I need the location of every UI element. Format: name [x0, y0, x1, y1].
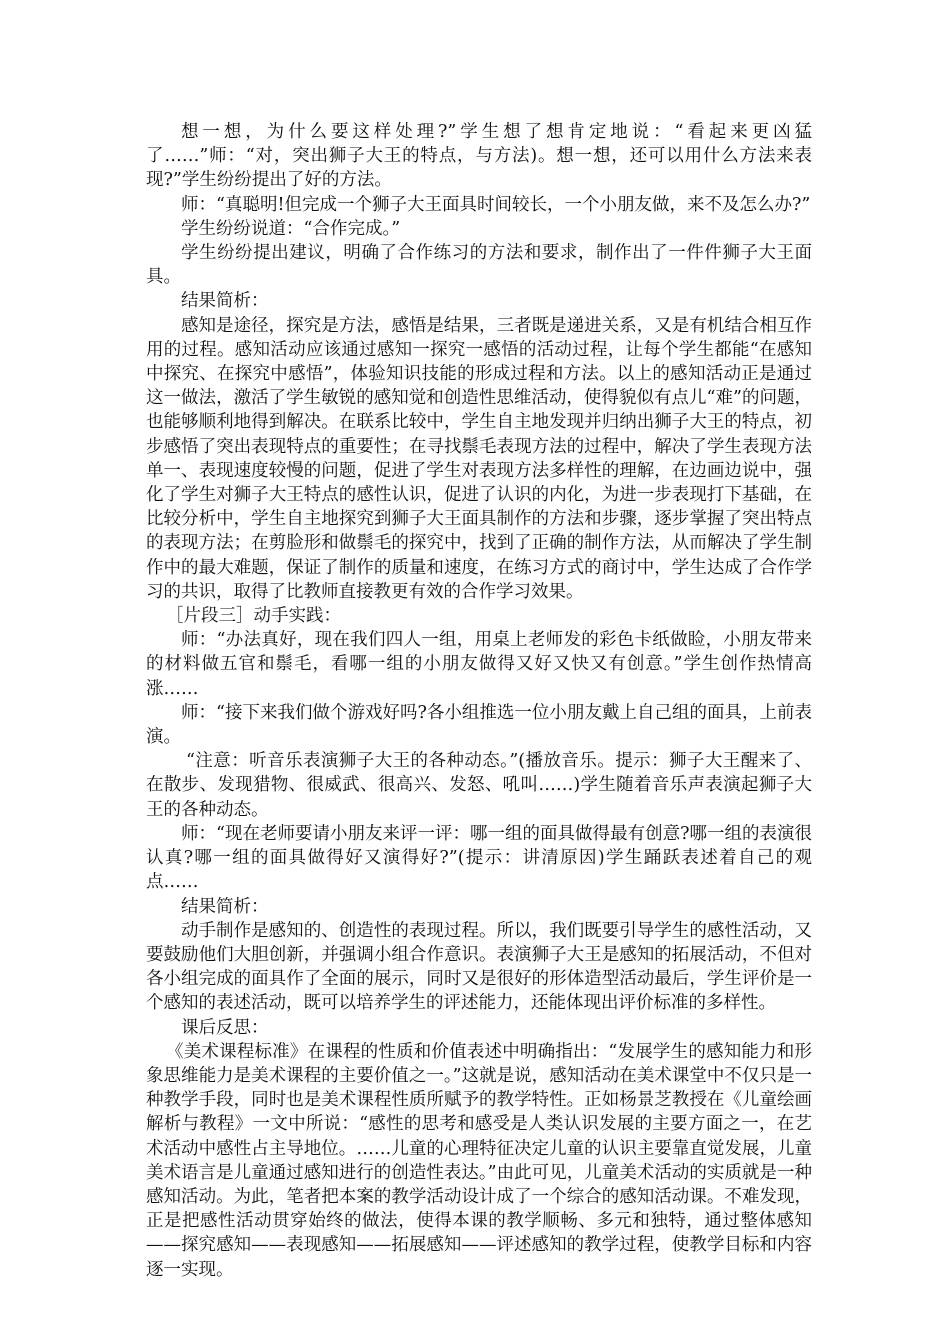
paragraph-teacher-question: 师：“真聪明!但完成一个狮子大王面具时间较长，一个小朋友做，来不及怎么办?”	[181, 194, 811, 215]
heading-result-analysis-1: 结果简析：	[181, 291, 269, 312]
heading-segment-three: ［片段三］动手实践：	[166, 606, 341, 627]
document-body	[146, 120, 812, 1282]
paragraph-music-performance: “注意：听音乐表演狮子大王的各种动态。”(播放音乐。提示：狮子大王醒来了、在散步、发现猎物、很威武、很高兴、发怒、吼叫……)学生随着音乐声表演起狮子大王的各种动态。	[146, 751, 812, 820]
heading-result-analysis-2: 结果简析：	[181, 896, 269, 917]
paragraph-students-answer: 学生纷纷说道：“合作完成。”	[181, 218, 401, 239]
paragraph-dialogue-method: 想一想，为什么要这样处理?”学生想了想肯定地说：“看起来更凶猛了……”师：“对，突出狮子大王的特点，与方法)。想一想，还可以用什么方法来表现?”学生纷纷提出了好的方法。	[146, 122, 812, 191]
paragraph-teacher-game: 师：“接下来我们做个游戏好吗?各小组推选一位小朋友戴上自己组的面具，上前表演。	[146, 702, 812, 748]
paragraph-teacher-evaluation: 师：“现在老师要请小朋友来评一评：哪一组的面具做得最有创意?哪一组的表演很认真?哪一组的面具做得好又演得好?”(提示：讲清原因)学生踊跃表述着自己的观点……	[146, 823, 812, 893]
paragraph-reflection: 《美术课程标准》在课程的性质和价值表述中明确指出：“发展学生的感知能力和形象思维能力是美术课程的主要价值之一。”这就是说，感知活动在美术课堂中不仅只是一种教学手段，同时也是美术课程性质所赋予的教学特性。正如杨景芝教授在《儿童绘画解析与教程》一文中所说：“感性的思考和感受是人类认识发展的主要方面之一，在艺术活动中感性占主导地位。……儿童的心理特征决定儿童的认识主要靠直觉发展，儿童美术语言是儿童通过感知进行的创造性表达。”由此可见，儿童美术活动的实质就是一种感知活动。为此，笔者把本案的教学活动设计成了一个综合的感知活动课。不难发现，正是把感性活动贯穿始终的做法，使得本课的教学顺畅、多元和独特，通过整体感知——探究感知——表现感知——拓展感知——评述感知的教学过程，使教学目标和内容逐一实现。	[146, 1041, 812, 1280]
heading-reflection: 课后反思：	[181, 1017, 269, 1038]
paragraph-analysis-2: 动手制作是感知的、创造性的表现过程。所以，我们既要引导学生的感性活动，又要鼓励他们大胆创新，并强调小组合作意识。表演狮子大王是感知的拓展活动，不但对各小组完成的面具作了全面的展示，同时又是很好的形体造型活动最后，学生评价是一个感知的表述活动，既可以培养学生的评述能力，还能体现出评价标准的多样性。	[146, 920, 812, 1014]
paragraph-students-suggestions: 学生纷纷提出建议，明确了合作练习的方法和要求，制作出了一件件狮子大王面具。	[146, 243, 812, 288]
paragraph-analysis-1: 感知是途径，探究是方法，感悟是结果，三者既是递进关系，又是有机结合相互作用的过程。感知活动应该通过感知一探究一感悟的活动过程，让每个学生都能“在感知中探究、在探究中感悟”，体验知识技能的形成过程和方法。以上的感知活动正是通过这一做法，激活了学生敏锐的感知觉和创造性思维活动，使得貌似有点儿“难”的问题，也能够顺利地得到解决。在联系比较中，学生自主地发现并归纳出狮子大王的特点，初步感悟了突出表现特点的重要性；在寻找鬃毛表现方法的过程中，解决了学生表现方法单一、表现速度较慢的问题，促进了学生对表现方法多样性的理解，在边画边说中，强化了学生对狮子大王特点的感性认识，促进了认识的内化，为进一步表现打下基础，在比较分析中，学生自主地探究到狮子大王面具制作的方法和步骤，逐步掌握了突出特点的表现方法；在剪脸形和做鬃毛的探究中，找到了正确的制作方法，从而解决了学生制作中的最大难题，保证了制作的质量和速度，在练习方式的商讨中，学生达成了合作学习的共识，取得了比教师直接教更有效的合作学习效果。	[146, 315, 812, 602]
paragraph-teacher-group-work: 师：“办法真好，现在我们四人一组，用桌上老师发的彩色卡纸做睑，小朋友带来的材料做五官和鬃毛，看哪一组的小朋友做得又好又快又有创意。”学生创作热情高涨……	[146, 630, 812, 699]
